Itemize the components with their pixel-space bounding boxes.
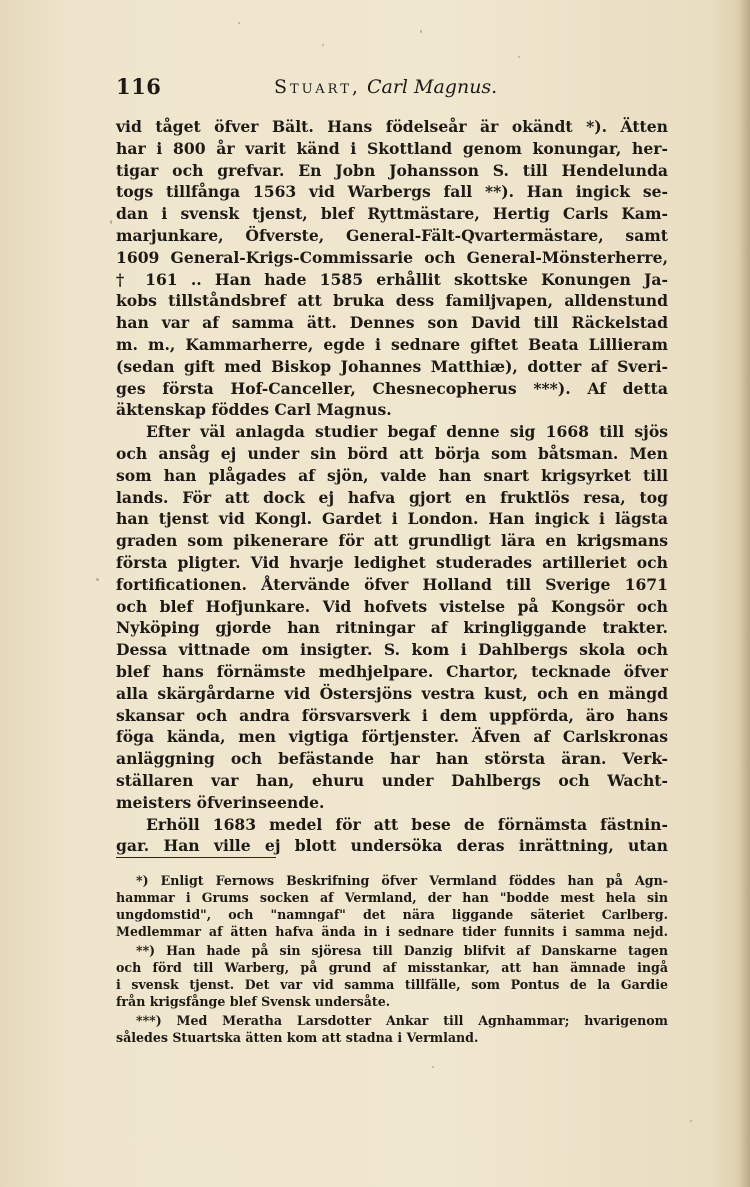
text-line: anläggning och befästande har han största äran. Verk-	[116, 749, 668, 769]
paper-speck	[110, 220, 112, 224]
footnote-line: i svensk tjenst. Det var vid samma tillfälle, som Pontus de la Gardie	[116, 977, 668, 992]
text-line: Erhöll 1683 medel för att bese de förnämsta fästnin-	[146, 814, 668, 834]
footnote-line: **) Han hade på sin sjöresa till Danzig blifvit af Danskarne tagen	[136, 943, 668, 958]
text-line: första pligter. Vid hvarje ledighet studerades artilleriet och	[116, 552, 668, 572]
running-title-given-name: Carl Magnus.	[366, 76, 498, 98]
paper-speck	[432, 1066, 434, 1068]
text-line: som han plågades af sjön, valde han snart krigsyrket till	[116, 465, 668, 485]
text-line: lands. För att dock ej hafva gjort en fruktlös resa, tog	[116, 487, 668, 507]
footnote-separator	[116, 857, 276, 858]
text-line: graden som pikenerare för att grundligt lära en krigsmans	[116, 531, 668, 551]
text-line: vid tåget öfver Bält. Hans födelseår är okändt *). Ätten	[116, 117, 668, 136]
footnote	[116, 942, 668, 1010]
main-text	[116, 116, 668, 857]
footnote-line: Medlemmar af ätten hafva ända in i sednare tider funnits i samma nejd.	[116, 924, 668, 939]
footnote-line: ungdomstid", och "namngaf" det nära liggande säteriet Carlberg.	[116, 907, 668, 922]
running-header	[116, 74, 636, 102]
footnote	[116, 1012, 668, 1046]
footnote-line: från krigsfånge blef Svensk undersåte.	[116, 994, 391, 1009]
text-line: dan i svensk tjenst, blef Ryttmästare, Hertig Carls Kam-	[116, 204, 668, 224]
text-line: och ansåg ej under sin börd att börja som båtsman. Men	[116, 443, 668, 463]
text-line: † 161 .. Han hade 1585 erhållit skottske Konungen Ja-	[116, 269, 668, 289]
paper-speck	[96, 578, 99, 581]
text-line: marjunkare, Öfverste, General-Fält-Qvartermästare, samt	[116, 225, 668, 245]
footnote-line: ***) Med Meratha Larsdotter Ankar till Agnhammar; hvarigenom	[136, 1013, 668, 1028]
footnote-line: således Stuartska ätten kom att stadna i Vermland.	[116, 1030, 479, 1045]
text-line: blef hans förnämste medhjelpare. Chartor, tecknade öfver	[116, 661, 668, 681]
text-line: (sedan gift med Biskop Johannes Matthiæ), dotter af Sveri-	[116, 356, 668, 376]
text-line: kobs tillståndsbref att bruka dess familjvapen, alldenstund	[116, 291, 668, 311]
text-line: äktenskap föddes Carl Magnus.	[116, 400, 392, 420]
text-line: gar. Han ville ej blott undersöka deras inrättning, utan	[116, 836, 668, 856]
text-line: han tjenst vid Kongl. Gardet i London. Han ingick i lägsta	[116, 509, 668, 529]
text-line: meisters öfverinseende.	[116, 792, 325, 812]
footnotes	[116, 872, 668, 1048]
text-line: m. m., Kammarherre, egde i sednare giftet Beata Lillieram	[116, 334, 668, 354]
page-number: 116	[116, 74, 162, 99]
text-line: alla skärgårdarne vid Östersjöns vestra kust, och en mängd	[116, 683, 668, 703]
text-line: ställaren var han, ehuru under Dahlbergs och Wacht-	[116, 770, 668, 790]
paper-speck	[690, 1120, 692, 1122]
text-line: föga kända, men vigtiga förtjenster. Äfven af Carlskronas	[116, 727, 668, 747]
footnote	[116, 872, 668, 940]
text-line: fortificationen. Återvände öfver Holland till Sverige 1671	[116, 574, 668, 594]
text-line: Efter väl anlagda studier begaf denne sig 1668 till sjös	[146, 422, 668, 442]
paper-speck	[238, 22, 240, 24]
text-line: han var af samma ätt. Dennes son David till Räckelstad	[116, 313, 668, 333]
footnote-line: hammar i Grums socken af Vermland, der han "bodde mest hela sin	[116, 890, 668, 905]
text-line: och blef Hofjunkare. Vid hofvets vistelse på Kongsör och	[116, 596, 668, 616]
footnote-line: *) Enligt Fernows Beskrifning öfver Vermland föddes han på Agn-	[136, 873, 668, 888]
page-edge-shadow	[738, 0, 750, 1187]
paper-speck	[420, 30, 422, 33]
running-title	[274, 76, 497, 98]
text-line: skansar och andra försvarsverk i dem uppförda, äro hans	[116, 705, 668, 725]
text-line: Dessa vittnade om insigter. S. kom i Dahlbergs skola och	[116, 640, 668, 660]
paper-speck	[518, 56, 520, 58]
text-line: togs tillfånga 1563 vid Warbergs fall **). Han ingick se-	[116, 182, 668, 202]
text-line: ges första Hof-Canceller, Chesnecopherus ***). Af detta	[116, 378, 668, 398]
running-title-surname: Stuart,	[274, 76, 361, 98]
text-line: tigar och grefvar. En Jobn Johansson S. till Hendelunda	[116, 160, 668, 180]
footnote-line: och förd till Warberg, på grund af misstankar, att han ämnade ingå	[116, 960, 668, 975]
text-line: har i 800 år varit känd i Skottland genom konungar, her-	[116, 138, 668, 158]
text-line: 1609 General-Krigs-Commissarie och General-Mönsterherre,	[116, 247, 668, 267]
paper-speck	[322, 44, 324, 46]
text-line: Nyköping gjorde han ritningar af kringliggande trakter.	[116, 618, 668, 638]
